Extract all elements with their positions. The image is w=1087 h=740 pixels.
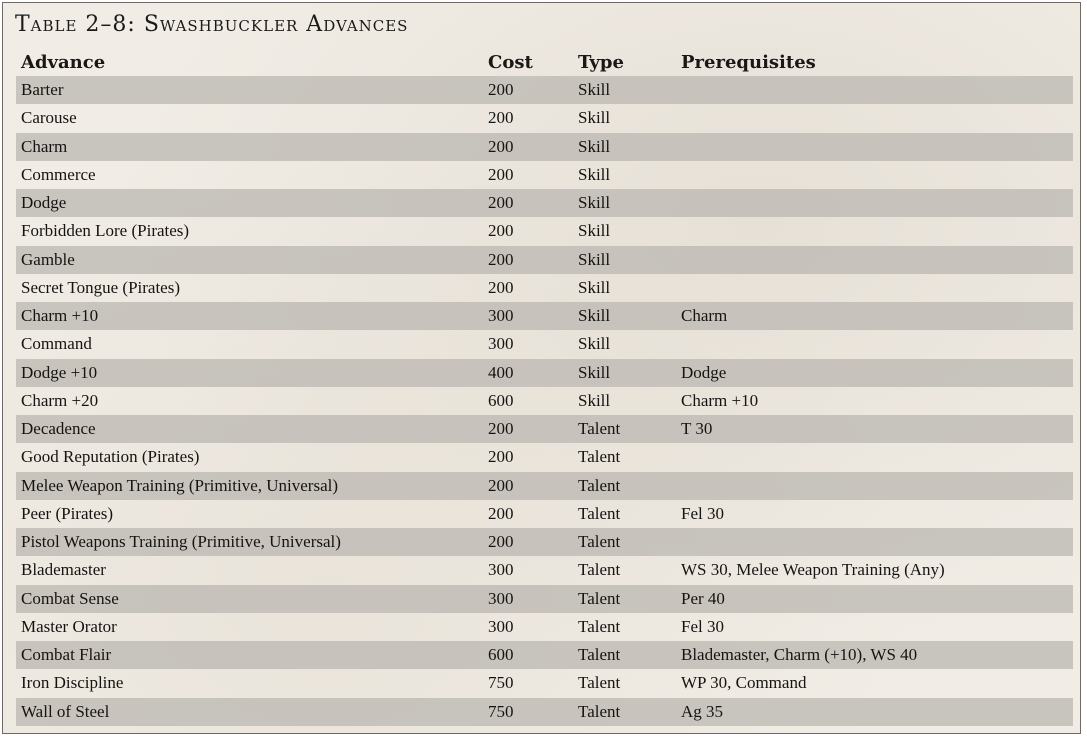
cell-prerequisites: T 30 — [681, 419, 713, 439]
cell-type: Skill — [578, 390, 611, 410]
cell-advance: Forbidden Lore (Pirates) — [21, 221, 190, 241]
cell-prerequisites: WS 30, Melee Weapon Training (Any) — [681, 560, 945, 580]
cell-cost: 200 — [488, 80, 514, 100]
cell-type: Talent — [578, 532, 621, 552]
header-advance: Advance — [21, 51, 106, 73]
table-row — [16, 274, 1073, 302]
cell-cost: 200 — [488, 193, 514, 213]
table-header-row — [16, 48, 1073, 76]
table-row — [16, 387, 1073, 415]
cell-prerequisites: Blademaster, Charm (+10), WS 40 — [681, 645, 918, 665]
table-row — [16, 585, 1073, 613]
cell-cost: 200 — [488, 277, 514, 297]
header-prerequisites: Prerequisites — [681, 51, 816, 73]
table-row — [16, 415, 1073, 443]
cell-cost: 750 — [488, 701, 514, 721]
cell-cost: 300 — [488, 306, 514, 326]
cell-advance: Commerce — [21, 164, 96, 184]
table-row — [16, 528, 1073, 556]
cell-prerequisites: Charm +10 — [681, 390, 759, 410]
cell-cost: 200 — [488, 221, 514, 241]
cell-cost: 200 — [488, 164, 514, 184]
cell-type: Talent — [578, 560, 621, 580]
cell-advance: Decadence — [21, 419, 96, 439]
cell-cost: 600 — [488, 645, 514, 665]
cell-advance: Wall of Steel — [21, 701, 110, 721]
cell-prerequisites: Per 40 — [681, 588, 725, 608]
cell-type: Skill — [578, 249, 611, 269]
cell-cost: 200 — [488, 475, 514, 495]
cell-type: Skill — [578, 334, 611, 354]
cell-cost: 200 — [488, 503, 514, 523]
cell-advance: Gamble — [21, 249, 75, 269]
cell-type: Skill — [578, 136, 611, 156]
table-row — [16, 641, 1073, 669]
header-type: Type — [578, 51, 624, 73]
cell-prerequisites: Dodge — [681, 362, 727, 382]
table-row — [16, 133, 1073, 161]
cell-type: Skill — [578, 306, 611, 326]
cell-advance: Melee Weapon Training (Primitive, Universal) — [21, 475, 339, 495]
cell-advance: Charm +20 — [21, 390, 99, 410]
table-row — [16, 556, 1073, 584]
cell-type: Skill — [578, 362, 611, 382]
cell-cost: 200 — [488, 419, 514, 439]
cell-advance: Charm +10 — [21, 306, 99, 326]
cell-cost: 200 — [488, 136, 514, 156]
cell-cost: 600 — [488, 390, 514, 410]
cell-cost: 200 — [488, 249, 514, 269]
cell-cost: 300 — [488, 334, 514, 354]
table-body — [16, 76, 1073, 726]
table-row — [16, 217, 1073, 245]
table-row — [16, 359, 1073, 387]
table-row — [16, 76, 1073, 104]
cell-type: Skill — [578, 193, 611, 213]
cell-advance: Good Reputation (Pirates) — [21, 447, 200, 467]
cell-advance: Command — [21, 334, 92, 354]
cell-advance: Dodge — [21, 193, 67, 213]
cell-cost: 200 — [488, 108, 514, 128]
cell-type: Talent — [578, 673, 621, 693]
cell-prerequisites: WP 30, Command — [681, 673, 807, 693]
cell-cost: 200 — [488, 447, 514, 467]
cell-type: Skill — [578, 164, 611, 184]
cell-advance: Blademaster — [21, 560, 106, 580]
advances-table — [16, 48, 1073, 726]
table-row — [16, 472, 1073, 500]
cell-type: Talent — [578, 419, 621, 439]
cell-advance: Combat Sense — [21, 588, 119, 608]
cell-advance: Carouse — [21, 108, 77, 128]
header-cost: Cost — [488, 51, 533, 73]
cell-type: Skill — [578, 221, 611, 241]
cell-prerequisites: Fel 30 — [681, 616, 724, 636]
table-row — [16, 613, 1073, 641]
cell-type: Skill — [578, 108, 611, 128]
cell-cost: 750 — [488, 673, 514, 693]
table-row — [16, 500, 1073, 528]
cell-advance: Master Orator — [21, 616, 117, 636]
cell-cost: 200 — [488, 532, 514, 552]
table-row — [16, 669, 1073, 697]
cell-advance: Peer (Pirates) — [21, 503, 114, 523]
cell-type: Talent — [578, 701, 621, 721]
cell-type: Talent — [578, 503, 621, 523]
table-row — [16, 443, 1073, 471]
table-row — [16, 246, 1073, 274]
cell-advance: Combat Flair — [21, 645, 112, 665]
table-row — [16, 104, 1073, 132]
cell-prerequisites: Ag 35 — [681, 701, 724, 721]
cell-advance: Barter — [21, 80, 64, 100]
table-row — [16, 161, 1073, 189]
cell-type: Skill — [578, 277, 611, 297]
cell-type: Talent — [578, 645, 621, 665]
table-row — [16, 330, 1073, 358]
cell-prerequisites: Fel 30 — [681, 503, 724, 523]
cell-advance: Iron Discipline — [21, 673, 124, 693]
table-row — [16, 698, 1073, 726]
cell-cost: 300 — [488, 588, 514, 608]
table-row — [16, 189, 1073, 217]
cell-advance: Secret Tongue (Pirates) — [21, 277, 181, 297]
cell-advance: Dodge +10 — [21, 362, 98, 382]
cell-advance: Charm — [21, 136, 68, 156]
cell-cost: 300 — [488, 560, 514, 580]
cell-prerequisites: Charm — [681, 306, 728, 326]
cell-type: Skill — [578, 80, 611, 100]
table-title: Table 2–8: Swashbuckler Advances — [15, 12, 409, 37]
document-page — [2, 2, 1081, 734]
cell-cost: 300 — [488, 616, 514, 636]
cell-cost: 400 — [488, 362, 514, 382]
cell-type: Talent — [578, 588, 621, 608]
table-row — [16, 302, 1073, 330]
cell-type: Talent — [578, 475, 621, 495]
cell-type: Talent — [578, 616, 621, 636]
cell-type: Talent — [578, 447, 621, 467]
cell-advance: Pistol Weapons Training (Primitive, Universal) — [21, 532, 341, 552]
